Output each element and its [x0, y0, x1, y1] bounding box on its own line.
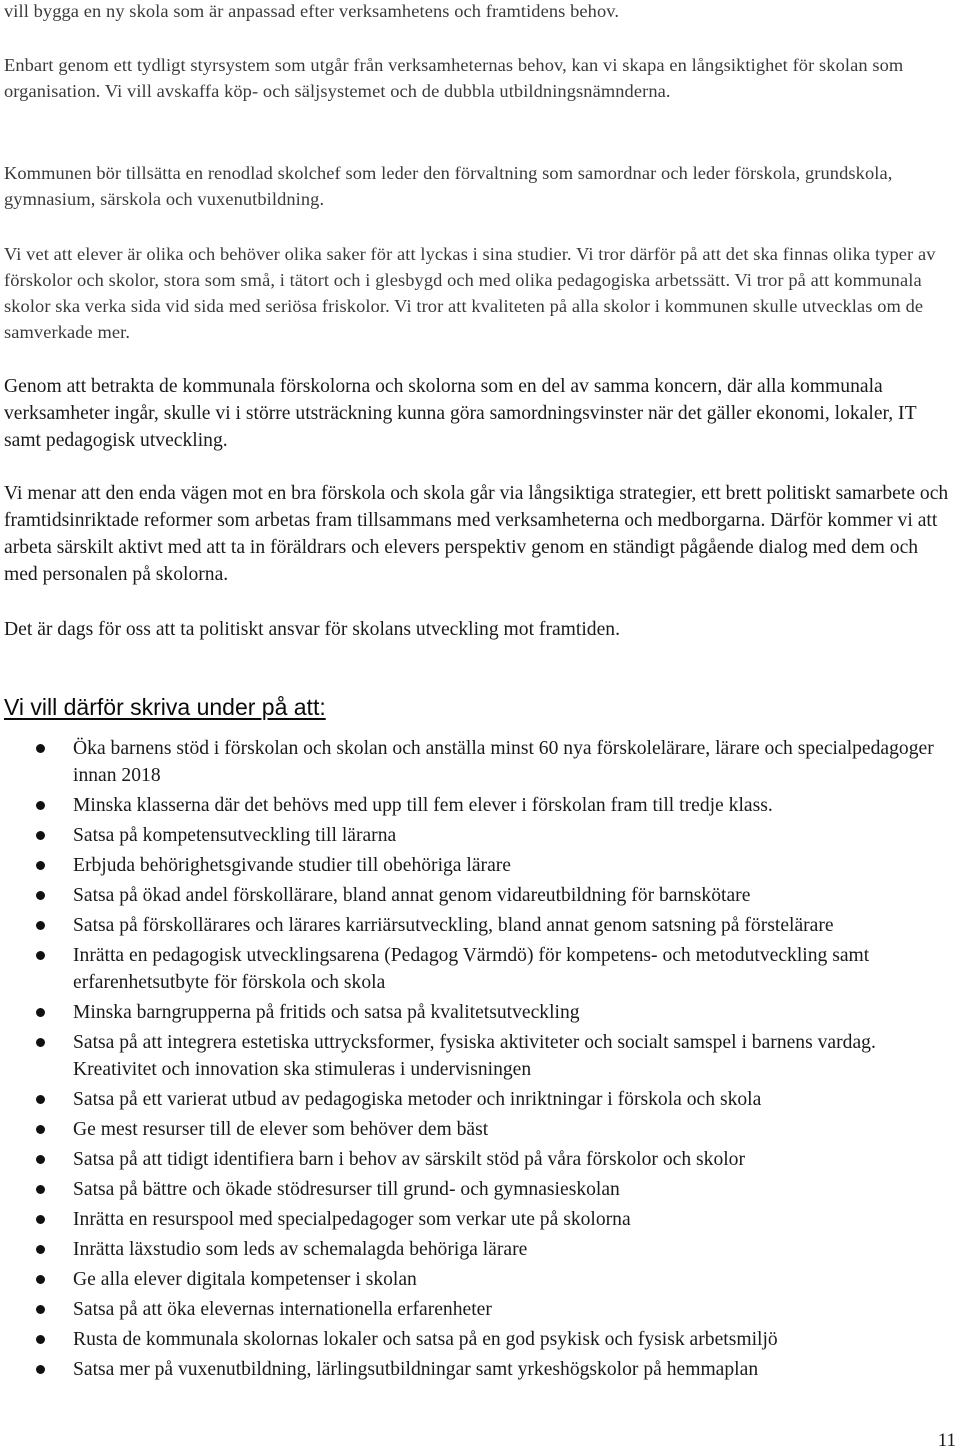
- list-item-text: Inrätta en pedagogisk utvecklingsarena (Pedagog Värmdö) för kompetens- och metodutveckling samt erfarenhetsutbyte för förskola och skola: [73, 945, 870, 993]
- list-item: [0, 792, 960, 819]
- paragraph-7: Det är dags för oss att ta politiskt ansvar för skolans utveckling mot framtiden.: [4, 619, 620, 640]
- list-item-text: Inrätta läxstudio som leds av schemalagda behöriga lärare: [73, 1239, 528, 1260]
- list-item-text: Ge mest resurser till de elever som behöver dem bäst: [73, 1119, 489, 1140]
- list-item: [0, 1116, 960, 1143]
- list-item: [0, 1236, 960, 1263]
- bullet-list: [0, 735, 960, 1386]
- bullet-icon: [36, 1335, 45, 1344]
- list-item-text: Erbjuda behörighetsgivande studier till obehöriga lärare: [73, 855, 511, 876]
- paragraph-5: Genom att betrakta de kommunala förskolorna och skolorna som en del av samma koncern, där alla kommunala verksamheter ingår, skulle vi i större utsträckning kunna göra samordningsvinster när det gäller ekonomi, lokaler, IT samt pedagogisk utveckling.: [4, 376, 917, 451]
- bullet-icon: [36, 1185, 45, 1194]
- list-item: [0, 1266, 960, 1293]
- list-item: [0, 1356, 960, 1383]
- bullet-icon: [36, 744, 45, 753]
- list-item: [0, 822, 960, 849]
- list-item: [0, 1296, 960, 1323]
- list-item-text: Satsa på att tidigt identifiera barn i behov av särskilt stöd på våra förskolor och skolor: [73, 1149, 746, 1170]
- list-item: [0, 999, 960, 1026]
- list-item-text: Minska klasserna där det behövs med upp till fem elever i förskolan fram till tredje klass.: [73, 795, 773, 816]
- list-item: [0, 1086, 960, 1113]
- bullet-icon: [36, 1125, 45, 1134]
- list-item: [0, 735, 960, 789]
- bullet-icon: [36, 1245, 45, 1254]
- list-item-text: Satsa på bättre och ökade stödresurser till grund- och gymnasieskolan: [73, 1179, 620, 1200]
- list-item-text: Satsa på ökad andel förskollärare, bland annat genom vidareutbildning för barnskötare: [73, 885, 751, 906]
- list-item: [0, 912, 960, 939]
- paragraph-6: Vi menar att den enda vägen mot en bra förskola och skola går via långsiktiga strategier, ett brett politiskt samarbete och framtidsinriktade reformer som arbetas fram tillsammans med verksamheterna och medborgarna. Därför kommer vi att arbeta särskilt aktivt med att ta in föräldrars och elevers perspektiv genom en ständigt pågående dialog med dem och med personalen på skolorna.: [4, 483, 949, 585]
- list-item: [0, 1326, 960, 1353]
- bullet-icon: [36, 921, 45, 930]
- paragraph-1: vill bygga en ny skola som är anpassad efter verksamhetens och framtidens behov.: [4, 1, 620, 21]
- bullet-icon: [36, 891, 45, 900]
- list-item-text: Satsa mer på vuxenutbildning, lärlingsutbildningar samt yrkeshögskolor på hemmaplan: [73, 1359, 759, 1380]
- list-item-text: Rusta de kommunala skolornas lokaler och satsa på en god psykisk och fysisk arbetsmiljö: [73, 1329, 778, 1350]
- list-item: [0, 1029, 960, 1083]
- list-item-text: Satsa på att integrera estetiska uttrycksformer, fysiska aktiviteter och socialt samspel i barnens vardag. Kreativitet och innovation ska stimuleras i undervisningen: [73, 1032, 876, 1080]
- page-number: 11: [937, 1430, 956, 1451]
- bullet-icon: [36, 1215, 45, 1224]
- bullet-icon: [36, 861, 45, 870]
- list-item: [0, 1146, 960, 1173]
- bullet-icon: [36, 831, 45, 840]
- list-item-text: Satsa på förskollärares och lärares karriärsutveckling, bland annat genom satsning på förstelärare: [73, 915, 834, 936]
- list-item-text: Ge alla elever digitala kompetenser i skolan: [73, 1269, 417, 1290]
- list-item-text: Satsa på ett varierat utbud av pedagogiska metoder och inriktningar i förskola och skola: [73, 1089, 762, 1110]
- list-item-text: Inrätta en resurspool med specialpedagoger som verkar ute på skolorna: [73, 1209, 631, 1230]
- list-item-text: Minska barngrupperna på fritids och satsa på kvalitetsutveckling: [73, 1002, 580, 1023]
- bullet-icon: [36, 951, 45, 960]
- list-item: [0, 1176, 960, 1203]
- bullet-icon: [36, 1008, 45, 1017]
- bullet-icon: [36, 1095, 45, 1104]
- list-item-text: Öka barnens stöd i förskolan och skolan och anställa minst 60 nya förskolelärare, lärare och specialpedagoger innan 2018: [73, 738, 934, 786]
- bullet-icon: [36, 801, 45, 810]
- list-item: [0, 882, 960, 909]
- paragraph-3: Kommunen bör tillsätta en renodlad skolchef som leder den förvaltning som samordnar och leder förskola, grundskola, gymnasium, särskola och vuxenutbildning.: [4, 163, 893, 209]
- paragraph-2: Enbart genom ett tydligt styrsystem som utgår från verksamheternas behov, kan vi skapa en långsiktighet för skolan som organisation. Vi vill avskaffa köp- och säljsystemet och de dubbla utbildningsnämnderna.: [4, 55, 904, 101]
- list-item: [0, 942, 960, 996]
- bullet-icon: [36, 1365, 45, 1374]
- list-item: [0, 1206, 960, 1233]
- list-item-text: Satsa på att öka elevernas internationella erfarenheter: [73, 1299, 492, 1320]
- section-heading: Vi vill därför skriva under på att:: [4, 694, 326, 720]
- bullet-icon: [36, 1305, 45, 1314]
- bullet-icon: [36, 1155, 45, 1164]
- bullet-icon: [36, 1038, 45, 1047]
- list-item-text: Satsa på kompetensutveckling till lärarna: [73, 825, 397, 846]
- paragraph-4: Vi vet att elever är olika och behöver olika saker för att lyckas i sina studier. Vi tror därför på att det ska finnas olika typer av förskolor och skolor, stora som små, i tätort och i glesbygd och med olika pedagogiska arbetssätt. Vi tror på att kommunala skolor ska verka sida vid sida med seriösa friskolor. Vi tror att kvaliteten på alla skolor i kommunen skulle utvecklas om de samverkade mer.: [4, 244, 936, 342]
- bullet-icon: [36, 1275, 45, 1284]
- list-item: [0, 852, 960, 879]
